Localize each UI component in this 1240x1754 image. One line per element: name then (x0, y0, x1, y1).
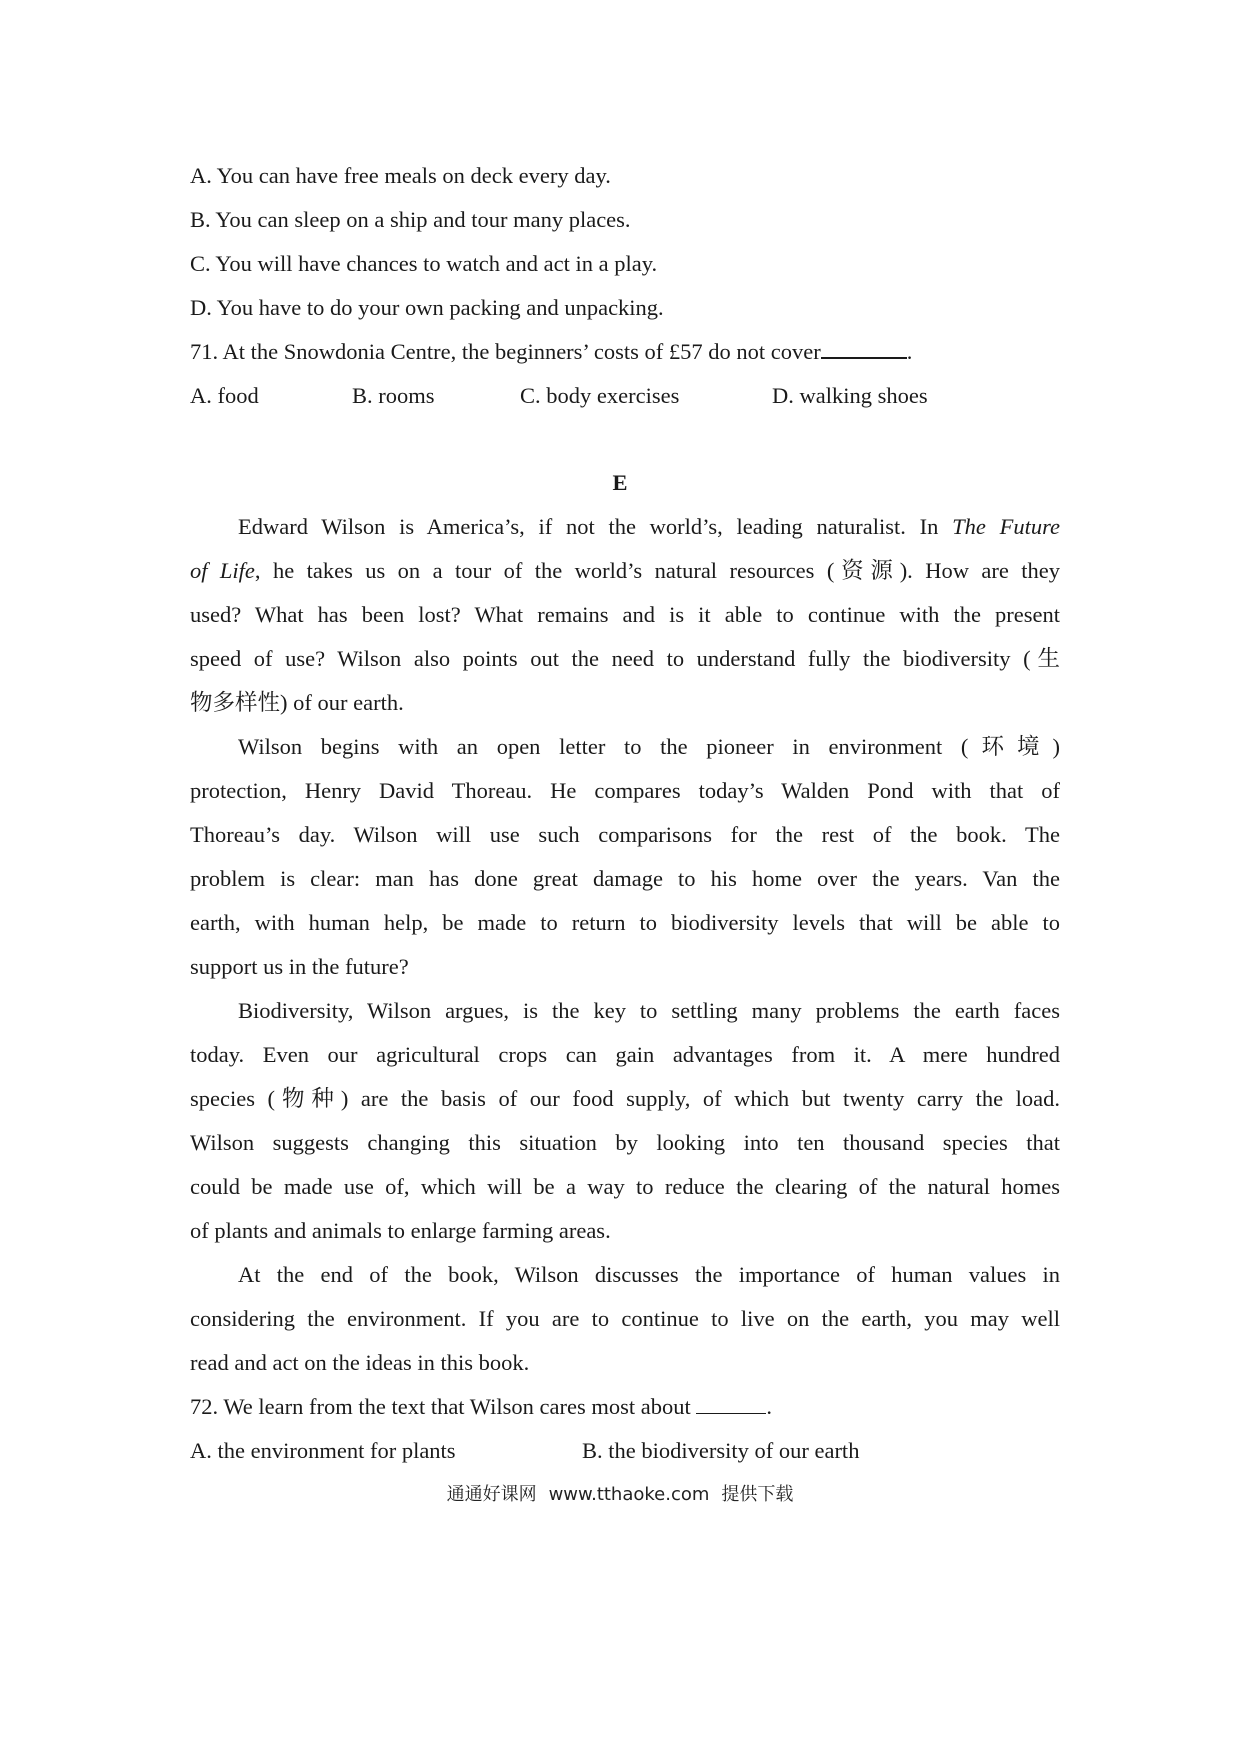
p3-line-6: of plants and animals to enlarge farming areas. (190, 1218, 611, 1243)
book-title: The Future (952, 514, 1060, 539)
p1-line-5: 物多样性) of our earth. (190, 690, 404, 715)
p2-line-5: earth, with human help, be made to return to biodiversity levels that will be able to (190, 910, 1060, 935)
p3-line-1: Biodiversity, Wilson argues, is the key to settling many problems the earth faces (238, 998, 1060, 1023)
p2-line-3: Thoreau’s day. Wilson will use such comparisons for the rest of the book. The (190, 822, 1060, 847)
section-heading: E (612, 470, 628, 495)
q70-option-d: D. You have to do your own packing and unpacking. (190, 295, 664, 320)
q72-option-a: A. the environment for plants (190, 1438, 456, 1463)
book-title-cont: of Life (190, 558, 255, 583)
p1-line-3: used? What has been lost? What remains and is it able to continue with the present (190, 602, 1060, 627)
q72-end: . (766, 1394, 772, 1419)
q72-option-b: B. the biodiversity of our earth (582, 1438, 860, 1463)
p3-line-4: Wilson suggests changing this situation by looking into ten thousand species that (190, 1130, 1060, 1155)
answer-blank (821, 335, 907, 359)
footer-url: www.tthaoke.com (548, 1484, 710, 1505)
q72-stem: 72. We learn from the text that Wilson cares most about (190, 1394, 697, 1419)
p3-line-2: today. Even our agricultural crops can gain advantages from it. A mere hundred (190, 1042, 1060, 1067)
p2-line-6: support us in the future? (190, 954, 409, 979)
p2-line-1: Wilson begins with an open letter to the pioneer in environment (环境) (238, 734, 1060, 759)
p1-text: , he takes us on a tour of the world’s natural resources (资源). How are they (254, 558, 1060, 583)
p1-line-4: speed of use? Wilson also points out the need to understand fully the biodiversity (生 (190, 646, 1060, 671)
q72-question (190, 1382, 1060, 1431)
q71-option-a: A. food (190, 383, 259, 408)
q71-option-c: C. body exercises (520, 383, 680, 408)
page-footer (0, 1480, 1240, 1510)
q70-option-b: B. You can sleep on a ship and tour many places. (190, 207, 631, 232)
q71-option-b: B. rooms (352, 383, 435, 408)
q71-question (190, 327, 1060, 376)
answer-blank (696, 1391, 766, 1414)
p1-text: Edward Wilson is America’s, if not the world’s, leading naturalist. In (238, 514, 953, 539)
p4-line-2: considering the environment. If you are to continue to live on the earth, you may well (190, 1306, 1060, 1331)
p3-line-3: species (物种) are the basis of our food supply, of which but twenty carry the load. (190, 1086, 1060, 1111)
q70-option-c: C. You will have chances to watch and act in a play. (190, 251, 658, 276)
p1-line-1 (190, 502, 1060, 551)
q71-end: . (906, 339, 913, 364)
q72-options (190, 1426, 1060, 1475)
p4-line-1: At the end of the book, Wilson discusses the importance of human values in (238, 1262, 1060, 1287)
footer-suffix: 提供下载 (721, 1484, 794, 1505)
p4-line-3: read and act on the ideas in this book. (190, 1350, 530, 1375)
p1-line-2 (190, 546, 1060, 595)
p3-line-5: could be made use of, which will be a way to reduce the clearing of the natural homes (190, 1174, 1060, 1199)
q70-option-a: A. You can have free meals on deck every day. (190, 163, 611, 188)
q71-stem: 71. At the Snowdonia Centre, the beginners’ costs of £57 do not cover (190, 339, 821, 364)
q71-options (190, 371, 1060, 420)
q71-option-d: D. walking shoes (772, 383, 928, 408)
p2-line-4: problem is clear: man has done great damage to his home over the years. Van the (190, 866, 1060, 891)
p2-line-2: protection, Henry David Thoreau. He compares today’s Walden Pond with that of (190, 778, 1060, 803)
footer-site-name: 通通好课网 (446, 1484, 537, 1505)
